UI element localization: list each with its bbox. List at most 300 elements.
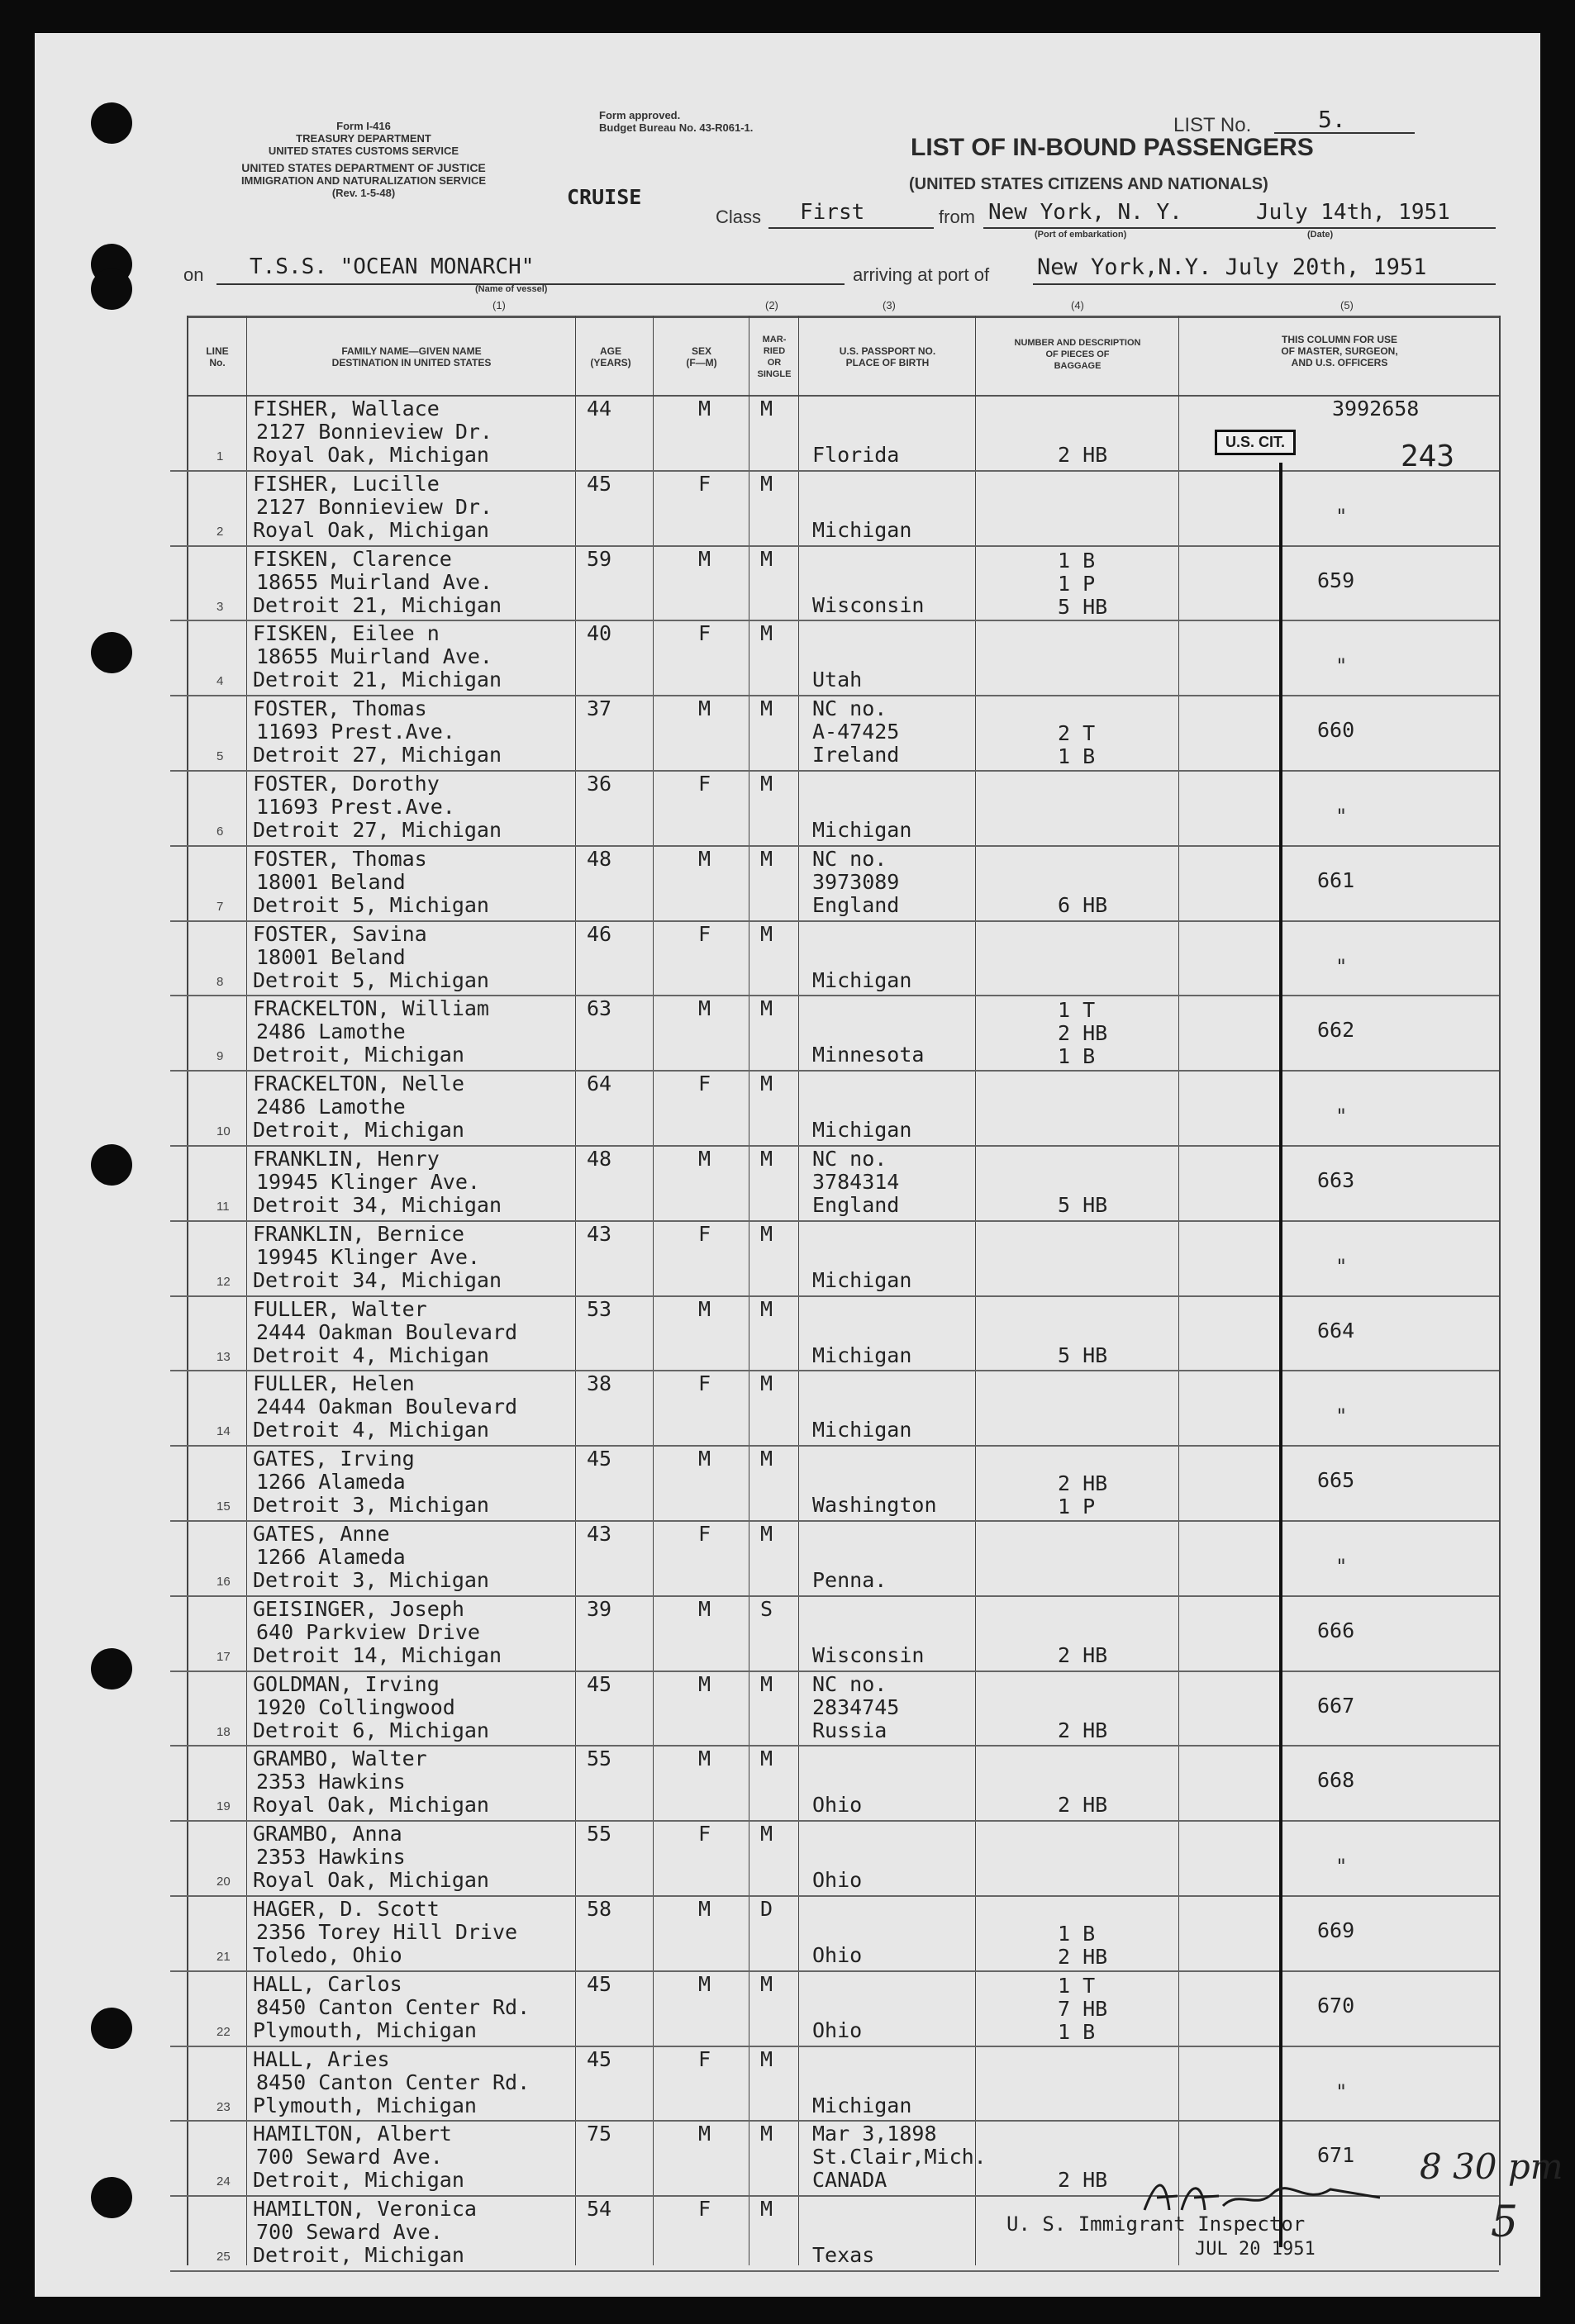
line-number: 24	[217, 2174, 231, 2189]
sex: M	[698, 2122, 711, 2146]
address-street: 2353 Hawkins	[256, 1845, 406, 1870]
ditto-mark: "	[1335, 654, 1348, 678]
baggage-item: 7 HB	[1058, 1996, 1108, 2021]
agency-ins: IMMIGRATION AND NATURALIZATION SERVICE	[240, 174, 487, 187]
header-line-no: LINE No.	[206, 345, 229, 368]
passenger-name: FULLER, Helen	[253, 1371, 415, 1396]
sex: M	[698, 546, 711, 571]
ditto-mark: "	[1335, 2079, 1348, 2103]
address-city: Detroit 21, Michigan	[253, 592, 502, 617]
address-street: 640 Parkview Drive	[256, 1619, 480, 1644]
marital-status: M	[760, 1147, 773, 1171]
baggage-item: 5 HB	[1058, 594, 1108, 619]
passenger-name: FOSTER, Thomas	[253, 846, 427, 871]
passenger-name: FOSTER, Savina	[253, 921, 427, 946]
col-divider-passport	[975, 316, 976, 2265]
baggage-item: 1 P	[1058, 571, 1096, 596]
address-city: Plymouth, Michigan	[253, 2017, 477, 2042]
binder-hole	[91, 269, 132, 310]
column-number-3: (3)	[883, 299, 896, 311]
sex: F	[698, 921, 711, 946]
baggage-item: 2 T	[1058, 721, 1096, 746]
marital-status: M	[760, 471, 773, 496]
inspector-label: U. S. Immigrant Inspector	[1006, 2212, 1306, 2236]
passport-line-2: 2834745	[812, 1694, 900, 1719]
address-street: 8450 Canton Center Rd.	[256, 2070, 531, 2094]
birthplace: Michigan	[812, 967, 912, 992]
agency-justice: UNITED STATES DEPARTMENT OF JUSTICE	[241, 161, 486, 174]
marital-status: M	[760, 772, 773, 796]
address-city: Detroit 4, Michigan	[253, 1343, 489, 1367]
baggage-item: 1 B	[1058, 548, 1096, 573]
address-city: Detroit 34, Michigan	[253, 1193, 502, 1217]
line-number: 9	[217, 1049, 224, 1064]
ditto-mark: "	[1335, 1855, 1348, 1879]
age: 53	[587, 1296, 612, 1321]
age: 46	[587, 921, 612, 946]
passenger-name: FISKEN, Eilee n	[253, 621, 440, 646]
arriving-label: arriving at port of	[853, 264, 990, 285]
age: 45	[587, 2046, 612, 2071]
passenger-name: FOSTER, Dorothy	[253, 772, 440, 796]
line-number: 2	[217, 524, 224, 539]
line-number: 21	[217, 1950, 231, 1964]
address-city: Detroit 27, Michigan	[253, 818, 502, 842]
birthplace: Ohio	[812, 1868, 863, 1893]
passenger-name: FISHER, Lucille	[253, 471, 440, 496]
marital-status: M	[760, 621, 773, 646]
marital-status: M	[760, 996, 773, 1021]
age: 38	[587, 1371, 612, 1396]
age: 39	[587, 1596, 612, 1621]
form-number: Form I-416	[336, 120, 391, 132]
age: 45	[587, 471, 612, 496]
line-number: 19	[217, 1799, 231, 1814]
address-street: 11693 Prest.Ave.	[256, 795, 455, 819]
officer-number: 663	[1317, 1168, 1355, 1192]
binder-hole	[91, 1144, 132, 1186]
passport-line-1: Mar 3,1898	[812, 2122, 937, 2146]
birthplace: Michigan	[812, 1343, 912, 1367]
birthplace: England	[812, 1193, 900, 1217]
marital-status: M	[760, 1221, 773, 1246]
age: 36	[587, 772, 612, 796]
officer-number: 666	[1317, 1618, 1355, 1642]
marital-status: M	[760, 921, 773, 946]
ditto-mark: "	[1335, 1404, 1348, 1428]
baggage-item: 5 HB	[1058, 1193, 1108, 1217]
address-street: 2127 Bonnieview Dr.	[256, 420, 492, 444]
passenger-name: FRACKELTON, William	[253, 996, 489, 1021]
officer-number: 671	[1317, 2143, 1355, 2168]
age: 48	[587, 846, 612, 871]
address-street: 2486 Lamothe	[256, 1095, 406, 1119]
sex: F	[698, 1522, 711, 1546]
passport-line-1: NC no.	[812, 696, 887, 721]
marital-status: S	[760, 1596, 773, 1621]
sex: F	[698, 621, 711, 646]
birthplace: Wisconsin	[812, 592, 925, 617]
passenger-name: GRAMBO, Walter	[253, 1747, 427, 1771]
age: 43	[587, 1221, 612, 1246]
passenger-name: FOSTER, Thomas	[253, 696, 427, 721]
baggage-item: 1 T	[1058, 1973, 1096, 1998]
line-number: 18	[217, 1724, 231, 1739]
passenger-name: HALL, Aries	[253, 2046, 390, 2071]
ditto-mark: "	[1335, 1105, 1348, 1129]
address-city: Detroit 21, Michigan	[253, 668, 502, 692]
passenger-name: GATES, Anne	[253, 1522, 390, 1546]
marital-status: M	[760, 1447, 773, 1471]
birthplace: Michigan	[812, 2093, 912, 2117]
binder-hole	[91, 1648, 132, 1690]
agency-customs: UNITED STATES CUSTOMS SERVICE	[268, 145, 459, 157]
header-officers-use: THIS COLUMN FOR USE OF MASTER, SURGEON, AND U.S. OFFICERS	[1281, 334, 1398, 368]
list-number-value: 5.	[1318, 106, 1346, 133]
sex: M	[698, 397, 711, 421]
us-citizen-stamp: U.S. CIT.	[1215, 430, 1296, 455]
officer-number: 664	[1317, 1318, 1355, 1343]
birthplace: Michigan	[812, 818, 912, 842]
sex: M	[698, 1671, 711, 1696]
birthplace: CANADA	[812, 2168, 887, 2193]
sex: F	[698, 2046, 711, 2071]
line-number: 22	[217, 2024, 231, 2039]
ditto-mark: "	[1335, 954, 1348, 978]
marital-status: M	[760, 2122, 773, 2146]
address-city: Royal Oak, Michigan	[253, 517, 489, 542]
vessel-note: (Name of vessel)	[475, 284, 548, 294]
birthplace: Michigan	[812, 1418, 912, 1442]
address-city: Royal Oak, Michigan	[253, 443, 489, 467]
passenger-name: GRAMBO, Anna	[253, 1822, 402, 1846]
form-revision: (Rev. 1-5-48)	[331, 187, 396, 199]
officer-number: 665	[1317, 1468, 1355, 1493]
age: 37	[587, 696, 612, 721]
address-street: 2356 Torey Hill Drive	[256, 1920, 518, 1944]
row-separator	[170, 2270, 1499, 2272]
embark-note: (Port of embarkation)	[1035, 230, 1127, 240]
passenger-name: GOLDMAN, Irving	[253, 1671, 440, 1696]
address-street: 18655 Muirland Ave.	[256, 644, 492, 669]
address-city: Detroit 3, Michigan	[253, 1568, 489, 1592]
birthplace: Russia	[812, 1718, 887, 1742]
form-approved: Form approved.	[599, 109, 681, 121]
birthplace: Texas	[812, 2243, 875, 2268]
line-number: 10	[217, 1124, 231, 1139]
baggage-item: 2 HB	[1058, 443, 1108, 467]
binder-hole	[91, 2177, 132, 2218]
inspector-signature	[1140, 2173, 1388, 2226]
age: 40	[587, 621, 612, 646]
address-street: 1920 Collingwood	[256, 1694, 455, 1719]
age: 44	[587, 397, 612, 421]
birthplace: Michigan	[812, 1118, 912, 1143]
address-street: 18655 Muirland Ave.	[256, 569, 492, 594]
sex: M	[698, 1747, 711, 1771]
ditto-mark: "	[1335, 504, 1348, 528]
from-label: from	[939, 207, 975, 227]
passport-line-1: NC no.	[812, 846, 887, 871]
age: 45	[587, 1671, 612, 1696]
embarkation-port: New York, N. Y.	[988, 200, 1182, 225]
sex: M	[698, 1596, 711, 1621]
class-underline	[768, 227, 934, 229]
baggage-item: 2 HB	[1058, 1945, 1108, 1969]
address-city: Detroit 5, Michigan	[253, 967, 489, 992]
table-top-border	[187, 316, 1499, 318]
marital-status: M	[760, 1072, 773, 1096]
ditto-mark: "	[1335, 805, 1348, 828]
address-street: 2353 Hawkins	[256, 1770, 406, 1794]
header-age: AGE (YEARS)	[590, 345, 631, 368]
birthplace: Ohio	[812, 2017, 863, 2042]
cruise-label: CRUISE	[567, 185, 642, 209]
age: 75	[587, 2122, 612, 2146]
line-number: 8	[217, 974, 224, 989]
birthplace: England	[812, 892, 900, 917]
marital-status: M	[760, 397, 773, 421]
age: 63	[587, 996, 612, 1021]
binder-hole	[91, 2008, 132, 2049]
line-number: 20	[217, 1875, 231, 1889]
sex: F	[698, 1221, 711, 1246]
ditto-mark: "	[1335, 1555, 1348, 1578]
marital-status: M	[760, 546, 773, 571]
header-name-destination: FAMILY NAME—GIVEN NAME DESTINATION IN UNITED STATES	[331, 345, 492, 368]
address-street: 1266 Alameda	[256, 1470, 406, 1495]
address-street: 11693 Prest.Ave.	[256, 720, 455, 744]
baggage-item: 1 B	[1058, 1044, 1096, 1069]
line-number: 11	[217, 1200, 230, 1214]
marital-status: D	[760, 1897, 773, 1921]
officer-check-line	[1279, 463, 1282, 2247]
passport-line-2: A-47425	[812, 720, 900, 744]
date-note: (Date)	[1307, 230, 1334, 240]
officer-number: 659	[1317, 568, 1355, 592]
address-street: 2127 Bonnieview Dr.	[256, 494, 492, 519]
line-number: 17	[217, 1649, 231, 1664]
sex: M	[698, 1971, 711, 1996]
page-mark: 5	[1491, 2198, 1519, 2247]
baggage-item: 1 B	[1058, 1922, 1096, 1946]
address-city: Detroit, Michigan	[253, 2168, 464, 2193]
passport-line-2: 3973089	[812, 869, 900, 894]
table-left-border	[187, 316, 188, 2265]
passenger-name: FULLER, Walter	[253, 1296, 427, 1321]
passenger-name: HAMILTON, Veronica	[253, 2197, 477, 2222]
marital-status: M	[760, 846, 773, 871]
address-city: Detroit, Michigan	[253, 1043, 464, 1067]
col-divider-married	[798, 316, 799, 2265]
address-street: 2444 Oakman Boulevard	[256, 1319, 518, 1344]
officer-number: 662	[1317, 1018, 1355, 1043]
sex: F	[698, 1072, 711, 1096]
line-number: 16	[217, 1575, 231, 1589]
baggage-item: 2 HB	[1058, 1718, 1108, 1742]
marital-status: M	[760, 1296, 773, 1321]
address-city: Detroit 5, Michigan	[253, 892, 489, 917]
line-number: 6	[217, 825, 224, 839]
passenger-name: FRACKELTON, Nelle	[253, 1072, 464, 1096]
header-baggage: NUMBER AND DESCRIPTION OF PIECES OF BAGGAGE	[1014, 338, 1141, 371]
col-divider-line	[246, 316, 247, 2265]
marital-status: M	[760, 1747, 773, 1771]
list-number-label: LIST No.	[1173, 114, 1252, 136]
table-right-border	[1499, 316, 1501, 2265]
passenger-name: FISKEN, Clarence	[253, 546, 452, 571]
officer-number: 661	[1317, 867, 1355, 892]
passport-line-2: St.Clair,Mich.	[812, 2145, 987, 2170]
age: 43	[587, 1522, 612, 1546]
line-number: 25	[217, 2250, 231, 2265]
column-number-4: (4)	[1071, 299, 1084, 311]
marital-status: M	[760, 2197, 773, 2222]
age: 55	[587, 1747, 612, 1771]
col-divider-baggage	[1178, 316, 1179, 2265]
header-married-single: MAR- RIED OR SINGLE	[757, 335, 792, 379]
passenger-name: FRANKLIN, Henry	[253, 1147, 440, 1171]
age: 54	[587, 2197, 612, 2222]
passenger-name: GEISINGER, Joseph	[253, 1596, 464, 1621]
line-number: 23	[217, 2099, 231, 2114]
sex: F	[698, 471, 711, 496]
baggage-item: 1 B	[1058, 2019, 1096, 2044]
form-agency-block	[182, 120, 545, 199]
address-city: Detroit, Michigan	[253, 2243, 464, 2268]
marital-status: M	[760, 1371, 773, 1396]
sex: F	[698, 2197, 711, 2222]
arrival-underline	[1033, 283, 1496, 285]
line-number: 4	[217, 674, 224, 689]
passenger-name: FRANKLIN, Bernice	[253, 1221, 464, 1246]
agency-treasury: TREASURY DEPARTMENT	[296, 132, 431, 145]
sex: M	[698, 1447, 711, 1471]
address-street: 19945 Klinger Ave.	[256, 1170, 480, 1194]
sex: M	[698, 996, 711, 1021]
line-number: 3	[217, 599, 224, 614]
address-city: Plymouth, Michigan	[253, 2093, 477, 2117]
age: 58	[587, 1897, 612, 1921]
header-sex: SEX (F—M)	[686, 345, 717, 368]
baggage-item: 2 HB	[1058, 1793, 1108, 1818]
class-value: First	[800, 200, 865, 225]
birthplace: Minnesota	[812, 1043, 925, 1067]
officer-number: 660	[1317, 718, 1355, 743]
baggage-item: 2 HB	[1058, 1642, 1108, 1667]
col-divider-name	[575, 316, 576, 2265]
sex: F	[698, 1371, 711, 1396]
age: 45	[587, 1447, 612, 1471]
on-label: on	[183, 264, 204, 285]
line-number: 7	[217, 899, 224, 914]
passport-line-2: 3784314	[812, 1170, 900, 1194]
line-number: 12	[217, 1274, 231, 1289]
col-divider-age	[653, 316, 654, 2265]
line-number: 14	[217, 1424, 231, 1439]
officer-number: 667	[1317, 1693, 1355, 1718]
birthplace: Ohio	[812, 1943, 863, 1967]
birthplace: Utah	[812, 668, 863, 692]
baggage-item: 1 P	[1058, 1495, 1096, 1519]
passport-line-1: NC no.	[812, 1147, 887, 1171]
officer-number: 670	[1317, 1993, 1355, 2017]
address-city: Royal Oak, Michigan	[253, 1868, 489, 1893]
baggage-item: 1 B	[1058, 744, 1096, 769]
address-street: 18001 Beland	[256, 944, 406, 969]
age: 45	[587, 1971, 612, 1996]
marital-status: M	[760, 1822, 773, 1846]
binder-hole	[91, 102, 132, 144]
sex: M	[698, 1147, 711, 1171]
sex: M	[698, 1296, 711, 1321]
address-street: 700 Seward Ave.	[256, 2145, 443, 2170]
birthplace: Wisconsin	[812, 1642, 925, 1667]
column-number-1: (1)	[492, 299, 506, 311]
sex: M	[698, 1897, 711, 1921]
sex: M	[698, 696, 711, 721]
address-street: 8450 Canton Center Rd.	[256, 1994, 531, 2019]
birthplace: Michigan	[812, 517, 912, 542]
address-street: 18001 Beland	[256, 869, 406, 894]
passenger-name: HAGER, D. Scott	[253, 1897, 440, 1921]
sex: F	[698, 1822, 711, 1846]
birthplace: Florida	[812, 443, 900, 467]
embarkation-date: July 14th, 1951	[1256, 200, 1450, 225]
marital-status: M	[760, 2046, 773, 2071]
marital-status: M	[760, 1971, 773, 1996]
birthplace: Michigan	[812, 1267, 912, 1292]
birthplace: Washington	[812, 1493, 937, 1518]
budget-bureau: Budget Bureau No. 43-R061-1.	[599, 121, 754, 134]
address-city: Detroit, Michigan	[253, 1118, 464, 1143]
address-street: 19945 Klinger Ave.	[256, 1244, 480, 1269]
line-number: 1	[217, 449, 224, 463]
line-number: 13	[217, 1349, 231, 1364]
marital-status: M	[760, 1522, 773, 1546]
column-number-2: (2)	[765, 299, 778, 311]
passenger-name: HAMILTON, Albert	[253, 2122, 452, 2146]
age: 64	[587, 1072, 612, 1096]
address-street: 2486 Lamothe	[256, 1019, 406, 1044]
address-city: Detroit 3, Michigan	[253, 1493, 489, 1518]
age: 59	[587, 546, 612, 571]
address-city: Detroit 6, Michigan	[253, 1718, 489, 1742]
header-passport-birthplace: U.S. PASSPORT NO. PLACE OF BIRTH	[839, 345, 936, 368]
page-count-note: 243	[1401, 440, 1455, 473]
address-city: Toledo, Ohio	[253, 1943, 402, 1967]
birthplace: Ireland	[812, 743, 900, 768]
line-number: 5	[217, 749, 224, 764]
time-note: 8 30 pm	[1420, 2146, 1563, 2187]
vessel-name: T.S.S. "OCEAN MONARCH"	[250, 254, 535, 279]
list-title: LIST OF IN-BOUND PASSENGERS	[911, 134, 1314, 161]
baggage-item: 2 HB	[1058, 1471, 1108, 1496]
inspector-date-stamp: JUL 20 1951	[1195, 2239, 1316, 2260]
column-number-5: (5)	[1340, 299, 1354, 311]
officer-number: 669	[1317, 1918, 1355, 1942]
signature-icon	[1140, 2173, 1388, 2222]
birthplace: Penna.	[812, 1568, 887, 1592]
address-city: Royal Oak, Michigan	[253, 1793, 489, 1818]
line-number: 15	[217, 1499, 231, 1514]
address-street: 700 Seward Ave.	[256, 2220, 443, 2245]
passenger-name: FISHER, Wallace	[253, 397, 440, 421]
baggage-item: 6 HB	[1058, 892, 1108, 917]
class-label: Class	[716, 207, 762, 227]
address-city: Detroit 4, Michigan	[253, 1418, 489, 1442]
list-subtitle: (UNITED STATES CITIZENS AND NATIONALS)	[909, 175, 1268, 193]
